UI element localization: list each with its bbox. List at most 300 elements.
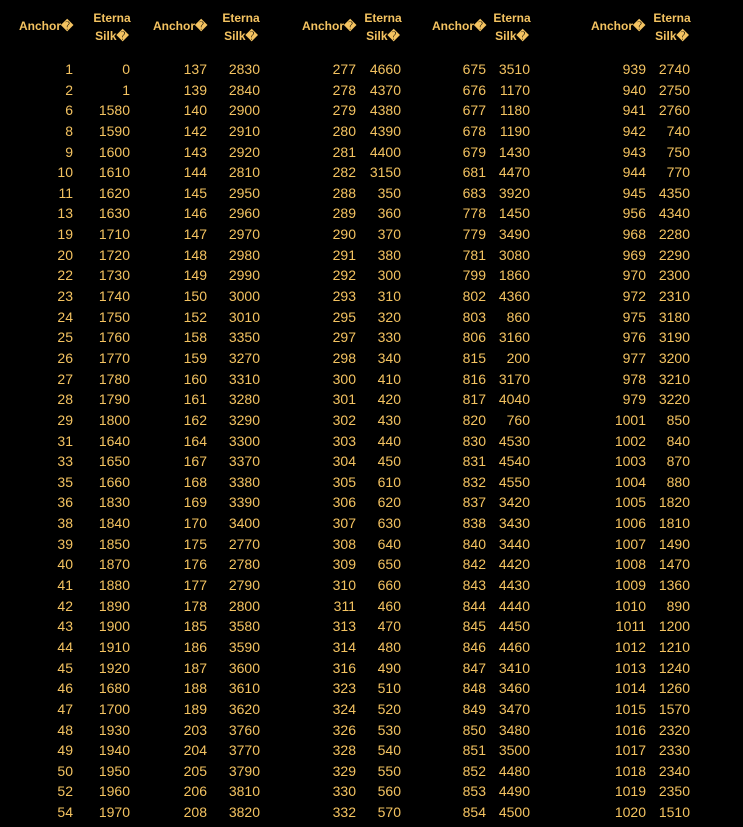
eterna-silk-cell: 3280 bbox=[228, 391, 260, 408]
table-row bbox=[135, 513, 266, 534]
eterna-silk-cell: 630 bbox=[377, 515, 401, 532]
eterna-silk-cell: 3810 bbox=[228, 783, 260, 800]
anchor-cell: 9 bbox=[65, 143, 73, 160]
table-row bbox=[574, 596, 696, 617]
anchor-cell: 48 bbox=[57, 721, 73, 738]
anchor-header[interactable]: Anchor� bbox=[302, 19, 357, 33]
anchor-cell: 291 bbox=[332, 246, 356, 263]
eterna-silk-cell: 1200 bbox=[658, 618, 690, 635]
anchor-cell: 802 bbox=[462, 288, 486, 305]
anchor-cell: 39 bbox=[57, 535, 73, 552]
anchor-cell: 854 bbox=[462, 804, 486, 821]
anchor-cell: 24 bbox=[57, 308, 73, 325]
eterna-silk-cell: 3380 bbox=[228, 473, 260, 490]
anchor-cell: 185 bbox=[183, 618, 207, 635]
table-row bbox=[0, 740, 136, 761]
table-row bbox=[574, 575, 696, 596]
eterna-silk-cell: 1820 bbox=[658, 494, 690, 511]
table-row bbox=[574, 183, 696, 204]
eterna-silk-cell: 760 bbox=[506, 411, 530, 428]
anchor-cell: 158 bbox=[183, 329, 207, 346]
table-row bbox=[283, 492, 407, 513]
anchor-cell: 943 bbox=[622, 143, 646, 160]
table-row bbox=[283, 327, 407, 348]
table-row bbox=[574, 637, 696, 658]
anchor-cell: 849 bbox=[462, 700, 486, 717]
eterna-silk-cell: 3600 bbox=[228, 659, 260, 676]
eterna-silk-cell: 4370 bbox=[369, 81, 401, 98]
anchor-cell: 169 bbox=[183, 494, 207, 511]
table-row bbox=[0, 80, 136, 101]
table-row bbox=[283, 513, 407, 534]
table-row bbox=[283, 100, 407, 121]
eterna-silk-cell: 510 bbox=[377, 680, 401, 697]
anchor-cell: 175 bbox=[183, 535, 207, 552]
table-row bbox=[283, 637, 407, 658]
table-row bbox=[0, 637, 136, 658]
table-row bbox=[574, 327, 696, 348]
table-row bbox=[283, 451, 407, 472]
anchor-cell: 1008 bbox=[614, 556, 646, 573]
anchor-cell: 140 bbox=[183, 102, 207, 119]
anchor-cell: 38 bbox=[57, 515, 73, 532]
eterna-silk-cell: 1260 bbox=[658, 680, 690, 697]
eterna-silk-cell: 3430 bbox=[498, 515, 530, 532]
anchor-header[interactable]: Anchor� bbox=[153, 19, 208, 33]
table-row bbox=[414, 307, 536, 328]
table-row bbox=[0, 658, 136, 679]
eterna-silk-cell: 1730 bbox=[98, 267, 130, 284]
anchor-cell: 815 bbox=[462, 349, 486, 366]
anchor-cell: 1010 bbox=[614, 597, 646, 614]
anchor-cell: 52 bbox=[57, 783, 73, 800]
anchor-cell: 28 bbox=[57, 391, 73, 408]
eterna-silk-cell: 2340 bbox=[658, 762, 690, 779]
anchor-cell: 820 bbox=[462, 411, 486, 428]
table-row bbox=[414, 389, 536, 410]
anchor-cell: 945 bbox=[622, 184, 646, 201]
eterna-silk-cell: 3500 bbox=[498, 742, 530, 759]
table-row bbox=[283, 575, 407, 596]
eterna-silk-cell: 1790 bbox=[98, 391, 130, 408]
anchor-header[interactable]: Anchor� bbox=[19, 19, 74, 33]
anchor-cell: 43 bbox=[57, 618, 73, 635]
eterna-silk-cell: 470 bbox=[377, 618, 401, 635]
table-row bbox=[414, 451, 536, 472]
anchor-cell: 6 bbox=[65, 102, 73, 119]
table-row bbox=[283, 286, 407, 307]
eterna-silk-cell: 540 bbox=[377, 742, 401, 759]
table-row bbox=[283, 203, 407, 224]
table-row bbox=[414, 658, 536, 679]
anchor-cell: 851 bbox=[462, 742, 486, 759]
table-row bbox=[135, 637, 266, 658]
anchor-cell: 1020 bbox=[614, 804, 646, 821]
eterna-silk-header[interactable] bbox=[211, 9, 271, 45]
eterna-silk-cell: 1210 bbox=[658, 638, 690, 655]
eterna-silk-cell: 1970 bbox=[98, 804, 130, 821]
table-row bbox=[414, 678, 536, 699]
table-row bbox=[574, 781, 696, 802]
anchor-cell: 956 bbox=[622, 205, 646, 222]
eterna-silk-cell: 640 bbox=[377, 535, 401, 552]
table-row bbox=[283, 80, 407, 101]
anchor-cell: 330 bbox=[332, 783, 356, 800]
table-row bbox=[414, 761, 536, 782]
eterna-silk-cell: 430 bbox=[377, 411, 401, 428]
anchor-cell: 186 bbox=[183, 638, 207, 655]
anchor-cell: 10 bbox=[57, 164, 73, 181]
eterna-silk-cell: 4470 bbox=[498, 164, 530, 181]
eterna-silk-cell: 440 bbox=[377, 432, 401, 449]
anchor-cell: 832 bbox=[462, 473, 486, 490]
anchor-cell: 27 bbox=[57, 370, 73, 387]
eterna-silk-cell: 770 bbox=[666, 164, 690, 181]
eterna-silk-cell: 850 bbox=[666, 411, 690, 428]
table-row bbox=[135, 265, 266, 286]
anchor-cell: 675 bbox=[462, 61, 486, 77]
table-row bbox=[0, 245, 136, 266]
eterna-silk-cell: 3760 bbox=[228, 721, 260, 738]
anchor-cell: 781 bbox=[462, 246, 486, 263]
column-header bbox=[283, 0, 407, 50]
anchor-cell: 332 bbox=[332, 804, 356, 821]
eterna-silk-cell: 3200 bbox=[658, 349, 690, 366]
anchor-cell: 940 bbox=[622, 81, 646, 98]
anchor-cell: 13 bbox=[57, 205, 73, 222]
eterna-silk-cell: 420 bbox=[377, 391, 401, 408]
anchor-cell: 35 bbox=[57, 473, 73, 490]
table-row bbox=[135, 162, 266, 183]
eterna-silk-header-line2: Silk� bbox=[495, 29, 529, 43]
eterna-silk-cell: 4540 bbox=[498, 453, 530, 470]
eterna-silk-cell: 0 bbox=[122, 61, 130, 77]
eterna-silk-header-line2: Silk� bbox=[366, 29, 400, 43]
anchor-cell: 941 bbox=[622, 102, 646, 119]
table-row bbox=[0, 720, 136, 741]
eterna-silk-cell: 3290 bbox=[228, 411, 260, 428]
anchor-cell: 302 bbox=[332, 411, 356, 428]
anchor-cell: 305 bbox=[332, 473, 356, 490]
anchor-cell: 942 bbox=[622, 122, 646, 139]
anchor-cell: 49 bbox=[57, 742, 73, 759]
table-row bbox=[135, 658, 266, 679]
anchor-cell: 293 bbox=[332, 288, 356, 305]
table-row bbox=[0, 451, 136, 472]
anchor-cell: 19 bbox=[57, 226, 73, 243]
eterna-silk-cell: 4480 bbox=[498, 762, 530, 779]
eterna-silk-header-line1: Eterna bbox=[653, 11, 691, 25]
anchor-cell: 1007 bbox=[614, 535, 646, 552]
anchor-cell: 308 bbox=[332, 535, 356, 552]
eterna-silk-cell: 3770 bbox=[228, 742, 260, 759]
eterna-silk-cell: 1860 bbox=[498, 267, 530, 284]
eterna-silk-cell: 1590 bbox=[98, 122, 130, 139]
eterna-silk-cell: 200 bbox=[506, 349, 530, 366]
anchor-cell: 290 bbox=[332, 226, 356, 243]
table-row bbox=[414, 183, 536, 204]
table-row bbox=[0, 121, 136, 142]
eterna-silk-header-line2: Silk� bbox=[224, 29, 258, 43]
anchor-cell: 187 bbox=[183, 659, 207, 676]
eterna-silk-header-line1: Eterna bbox=[493, 11, 531, 25]
eterna-silk-cell: 3420 bbox=[498, 494, 530, 511]
table-row bbox=[414, 348, 536, 369]
eterna-silk-cell: 1920 bbox=[98, 659, 130, 676]
table-row bbox=[574, 720, 696, 741]
eterna-silk-cell: 450 bbox=[377, 453, 401, 470]
table-row bbox=[574, 59, 696, 80]
table-row bbox=[283, 183, 407, 204]
table-row bbox=[0, 431, 136, 452]
table-row bbox=[574, 658, 696, 679]
table-row bbox=[135, 492, 266, 513]
eterna-silk-header[interactable] bbox=[482, 9, 542, 45]
eterna-silk-cell: 3180 bbox=[658, 308, 690, 325]
eterna-silk-cell: 3390 bbox=[228, 494, 260, 511]
table-row bbox=[574, 431, 696, 452]
eterna-silk-cell: 3620 bbox=[228, 700, 260, 717]
eterna-silk-cell: 2920 bbox=[228, 143, 260, 160]
anchor-header[interactable]: Anchor� bbox=[432, 19, 487, 33]
table-row bbox=[283, 534, 407, 555]
anchor-cell: 847 bbox=[462, 659, 486, 676]
table-row bbox=[414, 327, 536, 348]
table-row bbox=[414, 162, 536, 183]
table-row bbox=[135, 183, 266, 204]
table-row bbox=[283, 678, 407, 699]
eterna-silk-header[interactable] bbox=[82, 9, 142, 45]
eterna-silk-cell: 360 bbox=[377, 205, 401, 222]
eterna-silk-cell: 1900 bbox=[98, 618, 130, 635]
eterna-silk-cell: 610 bbox=[377, 473, 401, 490]
table-row bbox=[135, 575, 266, 596]
table-body bbox=[0, 59, 136, 823]
anchor-cell: 976 bbox=[622, 329, 646, 346]
eterna-silk-cell: 2350 bbox=[658, 783, 690, 800]
anchor-cell: 278 bbox=[332, 81, 356, 98]
anchor-cell: 162 bbox=[183, 411, 207, 428]
eterna-silk-cell: 1800 bbox=[98, 411, 130, 428]
eterna-silk-cell: 4400 bbox=[369, 143, 401, 160]
eterna-silk-cell: 570 bbox=[377, 804, 401, 821]
eterna-silk-cell: 1610 bbox=[98, 164, 130, 181]
table-row bbox=[0, 492, 136, 513]
anchor-cell: 50 bbox=[57, 762, 73, 779]
eterna-silk-cell: 1470 bbox=[658, 556, 690, 573]
table-row bbox=[414, 781, 536, 802]
table-row bbox=[0, 513, 136, 534]
eterna-silk-cell: 4040 bbox=[498, 391, 530, 408]
table-row bbox=[283, 616, 407, 637]
eterna-silk-cell: 3300 bbox=[228, 432, 260, 449]
anchor-cell: 147 bbox=[183, 226, 207, 243]
anchor-cell: 968 bbox=[622, 226, 646, 243]
eterna-silk-cell: 3410 bbox=[498, 659, 530, 676]
anchor-cell: 311 bbox=[333, 597, 356, 614]
eterna-silk-cell: 300 bbox=[377, 267, 401, 284]
table-row bbox=[414, 596, 536, 617]
anchor-cell: 979 bbox=[622, 391, 646, 408]
table-row bbox=[135, 616, 266, 637]
table-row bbox=[414, 472, 536, 493]
anchor-cell: 1 bbox=[65, 61, 73, 77]
anchor-cell: 817 bbox=[462, 391, 486, 408]
anchor-cell: 178 bbox=[183, 597, 207, 614]
table-row bbox=[283, 802, 407, 823]
table-row bbox=[0, 410, 136, 431]
anchor-cell: 149 bbox=[183, 267, 207, 284]
eterna-silk-cell: 2770 bbox=[228, 535, 260, 552]
eterna-silk-cell: 4660 bbox=[369, 61, 401, 77]
table-row bbox=[283, 59, 407, 80]
eterna-silk-cell: 1620 bbox=[98, 184, 130, 201]
table-row bbox=[135, 245, 266, 266]
table-row bbox=[283, 761, 407, 782]
eterna-silk-cell: 1840 bbox=[98, 515, 130, 532]
eterna-silk-cell: 1630 bbox=[98, 205, 130, 222]
eterna-silk-cell: 480 bbox=[377, 638, 401, 655]
table-row bbox=[574, 369, 696, 390]
table-row bbox=[574, 307, 696, 328]
eterna-silk-cell: 1650 bbox=[98, 453, 130, 470]
table-row bbox=[0, 183, 136, 204]
anchor-cell: 977 bbox=[622, 349, 646, 366]
eterna-silk-cell: 410 bbox=[377, 370, 401, 387]
anchor-cell: 145 bbox=[183, 184, 207, 201]
eterna-silk-cell: 3350 bbox=[228, 329, 260, 346]
eterna-silk-cell: 3000 bbox=[228, 288, 260, 305]
anchor-cell: 324 bbox=[332, 700, 356, 717]
table-row bbox=[0, 203, 136, 224]
eterna-silk-cell: 1750 bbox=[98, 308, 130, 325]
eterna-silk-cell: 890 bbox=[666, 597, 690, 614]
anchor-cell: 297 bbox=[332, 329, 356, 346]
eterna-silk-cell: 3590 bbox=[228, 638, 260, 655]
anchor-cell: 306 bbox=[332, 494, 356, 511]
anchor-cell: 40 bbox=[57, 556, 73, 573]
eterna-silk-header[interactable] bbox=[642, 9, 702, 45]
column-header bbox=[135, 0, 266, 50]
anchor-cell: 307 bbox=[332, 515, 356, 532]
anchor-cell: 853 bbox=[462, 783, 486, 800]
table-row bbox=[0, 781, 136, 802]
anchor-cell: 830 bbox=[462, 432, 486, 449]
table-row bbox=[135, 472, 266, 493]
anchor-cell: 1002 bbox=[614, 432, 646, 449]
anchor-cell: 939 bbox=[622, 61, 646, 77]
anchor-cell: 676 bbox=[462, 81, 486, 98]
eterna-silk-cell: 370 bbox=[377, 226, 401, 243]
anchor-cell: 1013 bbox=[614, 659, 646, 676]
table-row bbox=[574, 699, 696, 720]
eterna-silk-cell: 2280 bbox=[658, 226, 690, 243]
eterna-silk-cell: 3270 bbox=[228, 349, 260, 366]
table-row bbox=[135, 348, 266, 369]
table-row bbox=[574, 472, 696, 493]
anchor-cell: 160 bbox=[183, 370, 207, 387]
eterna-silk-cell: 2990 bbox=[228, 267, 260, 284]
table-row bbox=[0, 142, 136, 163]
eterna-silk-cell: 2320 bbox=[658, 721, 690, 738]
anchor-cell: 159 bbox=[183, 349, 207, 366]
eterna-silk-cell: 1830 bbox=[98, 494, 130, 511]
column-header bbox=[414, 0, 536, 50]
table-row bbox=[135, 80, 266, 101]
table-row bbox=[135, 534, 266, 555]
anchor-cell: 301 bbox=[332, 391, 356, 408]
anchor-cell: 300 bbox=[332, 370, 356, 387]
eterna-silk-cell: 1810 bbox=[658, 515, 690, 532]
table-row bbox=[574, 80, 696, 101]
table-row bbox=[574, 492, 696, 513]
eterna-silk-cell: 3510 bbox=[498, 61, 530, 77]
table-row bbox=[414, 616, 536, 637]
table-row bbox=[414, 575, 536, 596]
eterna-silk-cell: 2330 bbox=[658, 742, 690, 759]
table-row bbox=[574, 802, 696, 823]
anchor-cell: 313 bbox=[332, 618, 356, 635]
eterna-silk-cell: 3400 bbox=[228, 515, 260, 532]
anchor-cell: 316 bbox=[332, 659, 356, 676]
table-row bbox=[0, 699, 136, 720]
eterna-silk-cell: 1950 bbox=[98, 762, 130, 779]
table-row bbox=[283, 658, 407, 679]
anchor-cell: 975 bbox=[622, 308, 646, 325]
anchor-cell: 799 bbox=[462, 267, 486, 284]
table-row bbox=[135, 203, 266, 224]
anchor-cell: 944 bbox=[622, 164, 646, 181]
table-row bbox=[0, 802, 136, 823]
table-row bbox=[283, 307, 407, 328]
eterna-silk-cell: 3210 bbox=[658, 370, 690, 387]
eterna-silk-cell: 2910 bbox=[228, 122, 260, 139]
anchor-cell: 206 bbox=[183, 783, 207, 800]
eterna-silk-cell: 1430 bbox=[498, 143, 530, 160]
anchor-cell: 837 bbox=[462, 494, 486, 511]
anchor-cell: 146 bbox=[183, 205, 207, 222]
eterna-silk-cell: 380 bbox=[377, 246, 401, 263]
anchor-cell: 843 bbox=[462, 577, 486, 594]
table-row bbox=[135, 740, 266, 761]
column-group-2 bbox=[135, 0, 266, 827]
anchor-cell: 314 bbox=[332, 638, 356, 655]
table-row bbox=[283, 142, 407, 163]
table-row bbox=[414, 802, 536, 823]
anchor-cell: 1015 bbox=[614, 700, 646, 717]
eterna-silk-cell: 1660 bbox=[98, 473, 130, 490]
eterna-silk-cell: 840 bbox=[666, 432, 690, 449]
table-row bbox=[0, 554, 136, 575]
anchor-header[interactable]: Anchor� bbox=[591, 19, 646, 33]
eterna-silk-cell: 4420 bbox=[498, 556, 530, 573]
eterna-silk-cell: 1740 bbox=[98, 288, 130, 305]
eterna-silk-cell: 660 bbox=[377, 577, 401, 594]
anchor-cell: 309 bbox=[332, 556, 356, 573]
table-row bbox=[414, 699, 536, 720]
eterna-silk-cell: 2310 bbox=[658, 288, 690, 305]
anchor-cell: 168 bbox=[183, 473, 207, 490]
anchor-cell: 29 bbox=[57, 411, 73, 428]
eterna-silk-header[interactable] bbox=[353, 9, 413, 45]
anchor-cell: 1011 bbox=[615, 618, 646, 635]
table-row bbox=[414, 431, 536, 452]
eterna-silk-cell: 340 bbox=[377, 349, 401, 366]
anchor-cell: 288 bbox=[332, 184, 356, 201]
anchor-cell: 205 bbox=[183, 762, 207, 779]
eterna-silk-cell: 1 bbox=[122, 81, 130, 98]
anchor-cell: 2 bbox=[65, 81, 73, 98]
